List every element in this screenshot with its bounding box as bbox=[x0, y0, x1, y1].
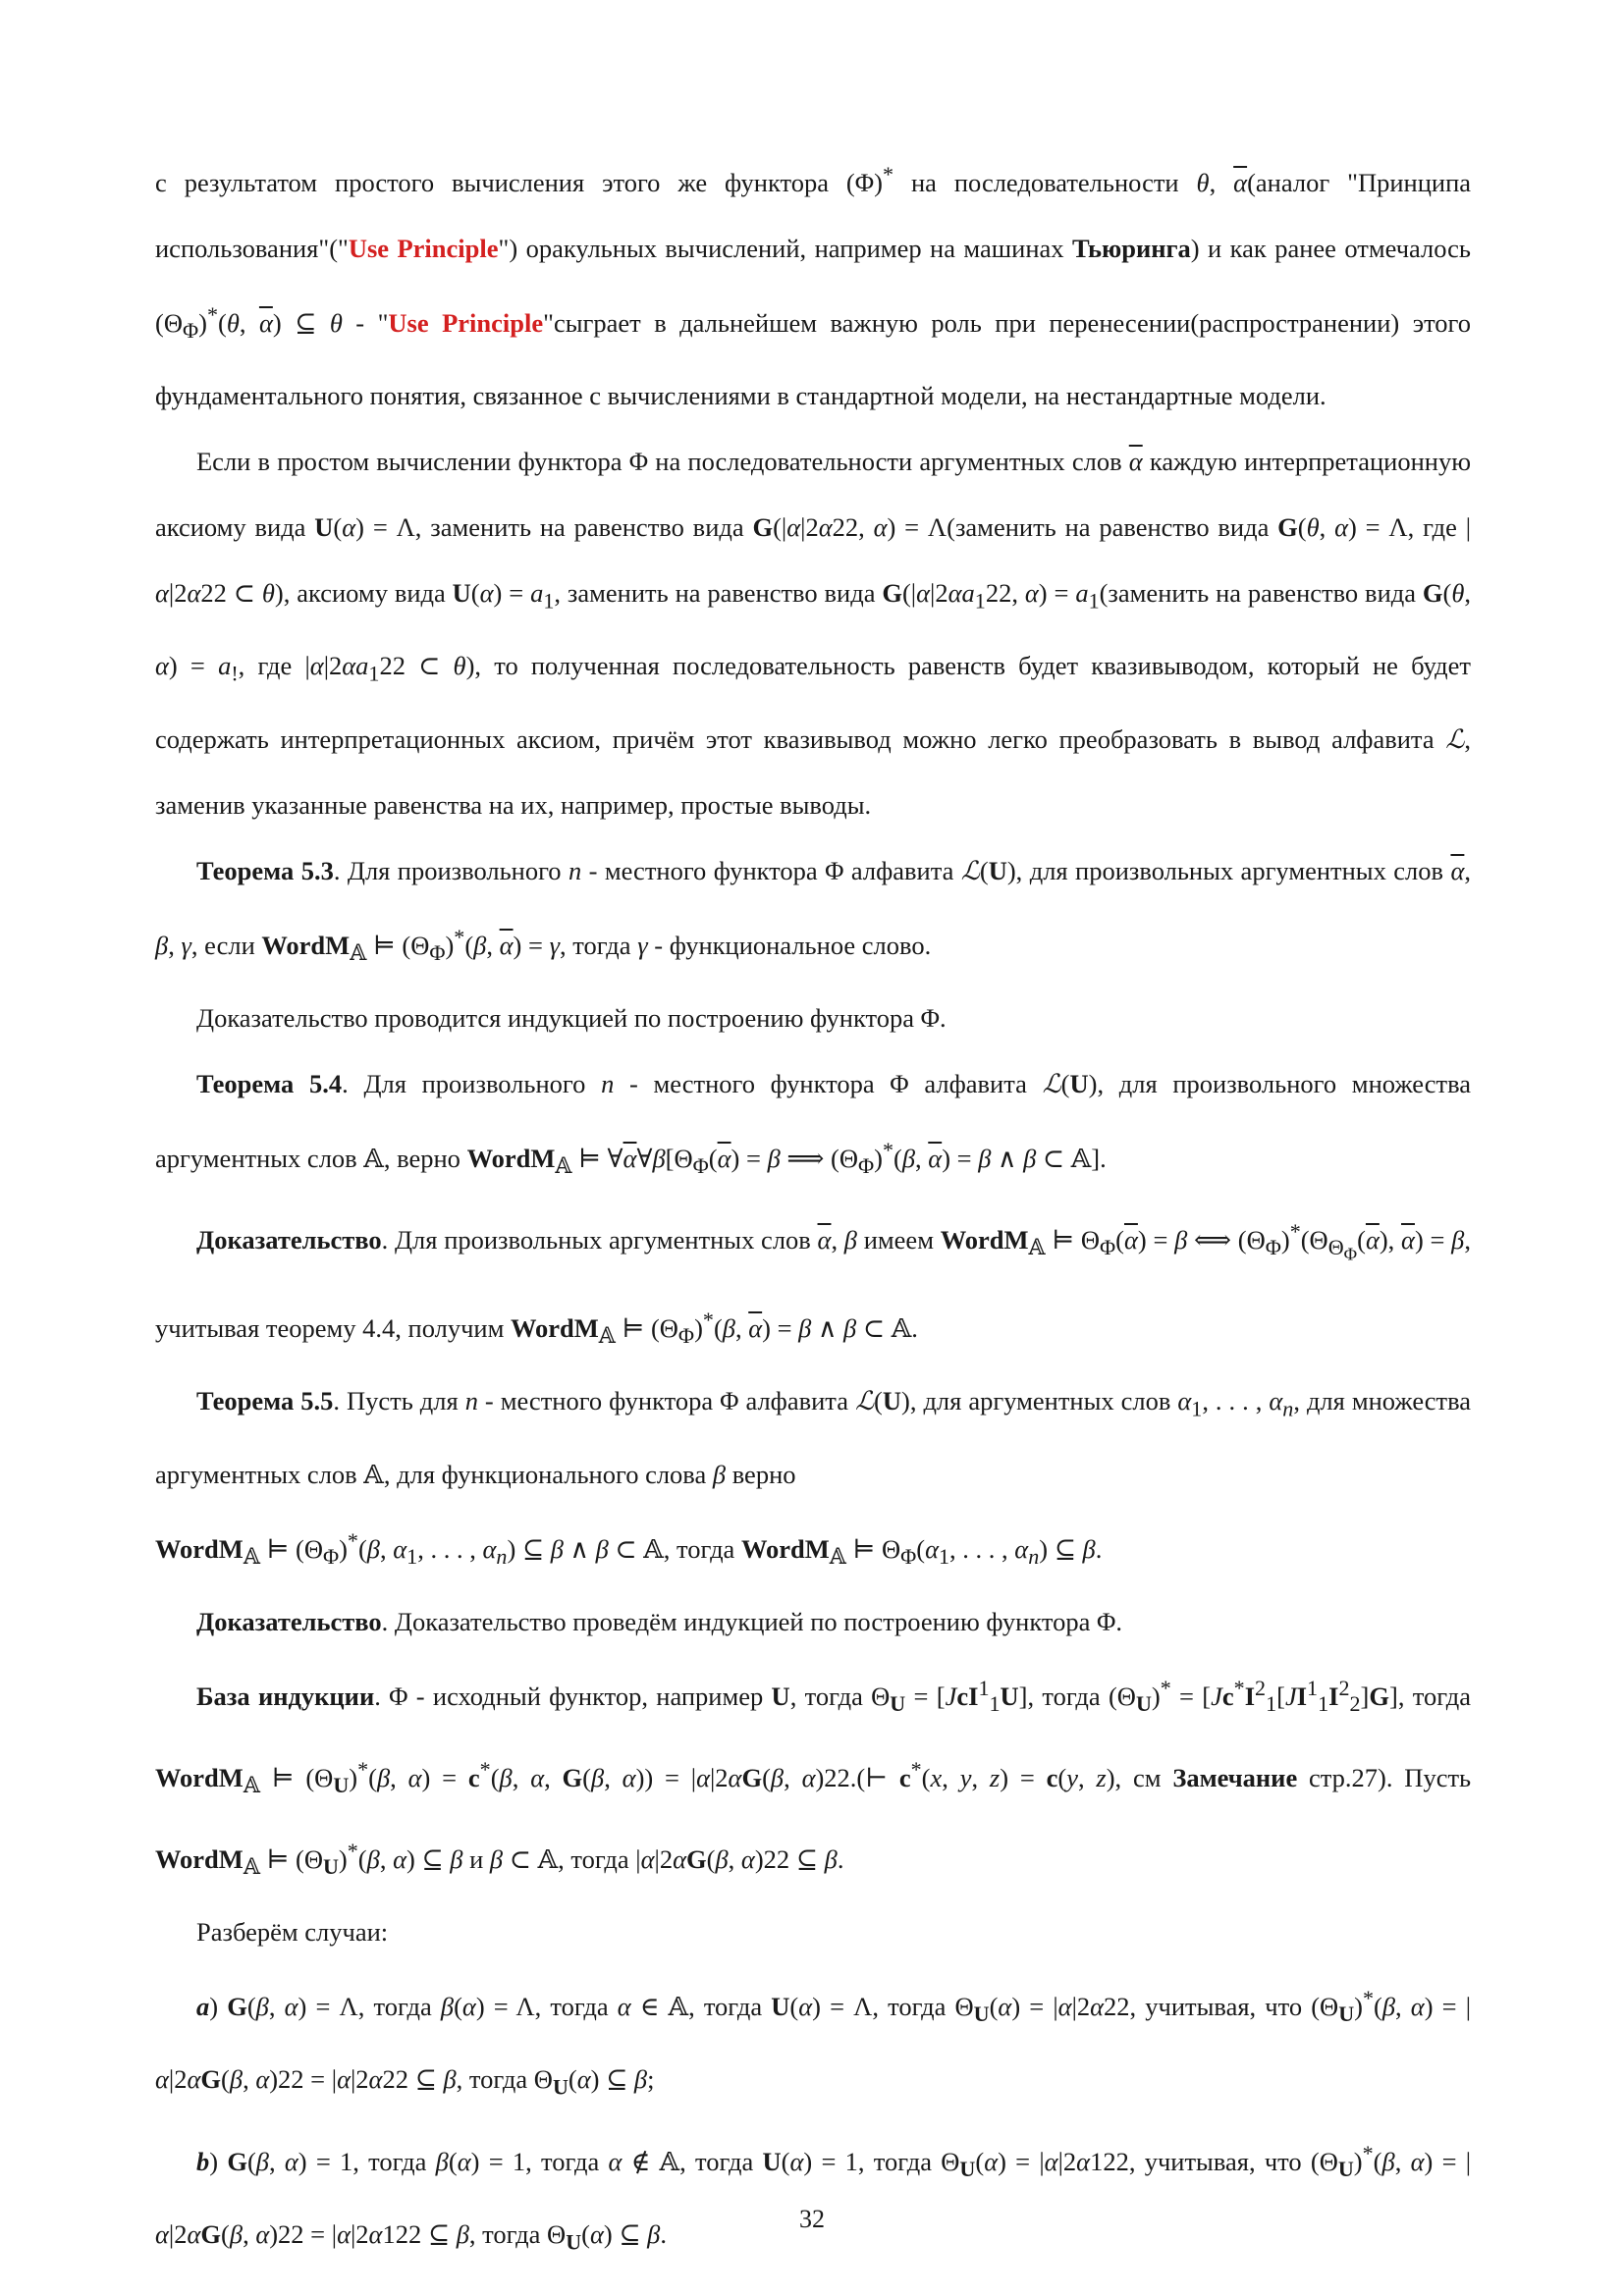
paragraph-proof-note: Доказательство проводится индукцией по построению функтора Φ. bbox=[196, 1002, 947, 1033]
theorem-5-4: Теорема 5.4. Для произвольного n - местного функтора Φ алфавита ℒ(U), для произвольного множества аргументных слов 𝔸, верно WordM$_𝔸$ ⊨ $\forall\overline{\alpha}\forall\beta[\Theta_\Phi(\overline{\alpha}) = \beta$ ⟹ $(\Theta_\Phi)^*(\beta$, $\overline{\alpha}) = \beta$ ∧ β ⊂ 𝔸]. bbox=[155, 1068, 1471, 1178]
paragraph-1: с результатом простого вычисления этого же функтора (Φ)* на последовательности θ, $\overline{\alpha}(аналог$ "Принципа использования"("Use Principle") оракульных вычислений, например на машинах Тьюринга) и как ранее отмечалось $(\Theta_\Phi)^*(\theta$, $\overline{\alpha}$) ⊆ θ - "Use Principle"сыграет в дальнейшем важную роль при перенесении(распространении) этого фундаментального понятия, связанное с вычислениями в стандартной модели, на нестандартные модели. bbox=[155, 162, 1472, 410]
case-a: a) G(β, α) = Λ, тогда β(α) = Λ, тогда α ∈ 𝔸, тогда U(α) = Λ, тогда $\Theta_U(\alpha) = |\alpha|2\alpha 22$, учитывая, что $(\Theta_U)^*(\beta$, α) = |α|2αG(β, α)22 = |α|2α22 ⊆ β, тогда $\Theta_U(\alpha)$ ⊆ β; bbox=[155, 1986, 1472, 2100]
induction-base: База индукции. Φ - исходный функтор, например U, тогда $\Theta_U = [JcI^1_1U]$, тогда $(\Theta_U)^* = [Jc^*I^2_1[JI^1_1I^2_2]G]$, тогда WordM$_𝔸$ ⊨ $(\Theta_U)^*(\beta$, α) = c*(β, α, G(β, α)) = |α|2αG(β, α)22.(⊢ c*(x, y, z) = c(y, z), см Замечание стр.27). Пусть WordM$_𝔸$ ⊨ $(\Theta_U)^*(\beta$, α) ⊆ β и β ⊂ 𝔸, тогда |α|2αG(β, α)22 ⊆ β. bbox=[155, 1675, 1472, 1880]
proof-5-4: Доказательство. Для произвольных аргументных слов $\overline{\alpha}$, β имеем WordM$_𝔸$ ⊨ $\Theta_\Phi(\overline{\alpha}) = \beta$ ⟺ $(\Theta_\Phi)^*(\Theta_{\Theta_\Phi}(\overline{\alpha})$, $\overline{\alpha}) = \beta$, учитывая теорему 4.4, получим WordM$_𝔸$ ⊨ $(\Theta_\Phi)^*(\beta$, $\overline{\alpha}) = \beta$ ∧ β ⊂ 𝔸. bbox=[155, 1218, 1471, 1349]
cases-heading: Разберём случаи: bbox=[196, 1917, 389, 1948]
body-text bbox=[155, 141, 1471, 2274]
theorem-5-3: Теорема 5.3. Для произвольного n - местного функтора Φ алфавита ℒ(U), для произвольных аргументных слов $\overline{\alpha}$, β, γ, если WordM$_𝔸$ ⊨ $(\Theta_\Phi)^*(\beta$, $\overline{\alpha}) = \gamma$, тогда γ - функциональное слово. bbox=[155, 855, 1471, 965]
page-number: 32 bbox=[799, 2205, 825, 2233]
case-b: b) G(β, α) = 1, тогда β(α) = 1, тогда α ∉ 𝔸, тогда U(α) = 1, тогда $\Theta_U(\alpha) = |\alpha|2\alpha 122$, учитывая, что $(\Theta_U)^*(\beta$, α) = |α|2αG(β, α)22 = |α|2α122 ⊆ β, тогда $\Theta_U(\alpha)$ ⊆ β. bbox=[155, 2140, 1472, 2255]
theorem-5-5: Теорема 5.5. Пусть для n - местного функтора Φ алфавита ℒ(U), для аргументных слов $\alpha_1$, . . . , $\alpha_n$, для множества аргументных слов 𝔸, для функционального слова β верно WordM$_𝔸$ ⊨ $(\Theta_\Phi)^*(\beta$, $\alpha_1$, . . . , $\alpha_n$) ⊆ β ∧ β ⊂ 𝔸, тогда WordM$_𝔸$ ⊨ $\Theta_\Phi(\alpha_1$, . . . , $\alpha_n$) ⊆ β. bbox=[155, 1386, 1472, 1569]
paragraph-2: Если в простом вычислении функтора Φ на последовательности аргументных слов $\overline{\alpha}$ каждую интерпретационную аксиому вида U(α) = Λ, заменить на равенство вида G(|α|2α22, α) = Λ(заменить на равенство вида G(θ, α) = Λ, где |α|2α22 ⊂ θ), аксиому вида $U(\alpha) = a_1$, заменить на равенство вида $G(|\alpha|2\alpha a_122$, $\alpha) = a_1(заменить$ на равенство вида G(θ, $\alpha) = a_!$, где $|\alpha|2\alpha a_122$ ⊂ θ), то полученная последовательность равенств будет квазивыводом, который не будет содержать интерпретационных аксиом, причём этот квазивывод можно легко преобразовать в вывод алфавита ℒ, заменив указанные равенства на их, например, простые выводы. bbox=[155, 446, 1472, 820]
proof-5-5-intro: Доказательство. Доказательство проведём индукцией по построению функтора Φ. bbox=[196, 1606, 1122, 1636]
